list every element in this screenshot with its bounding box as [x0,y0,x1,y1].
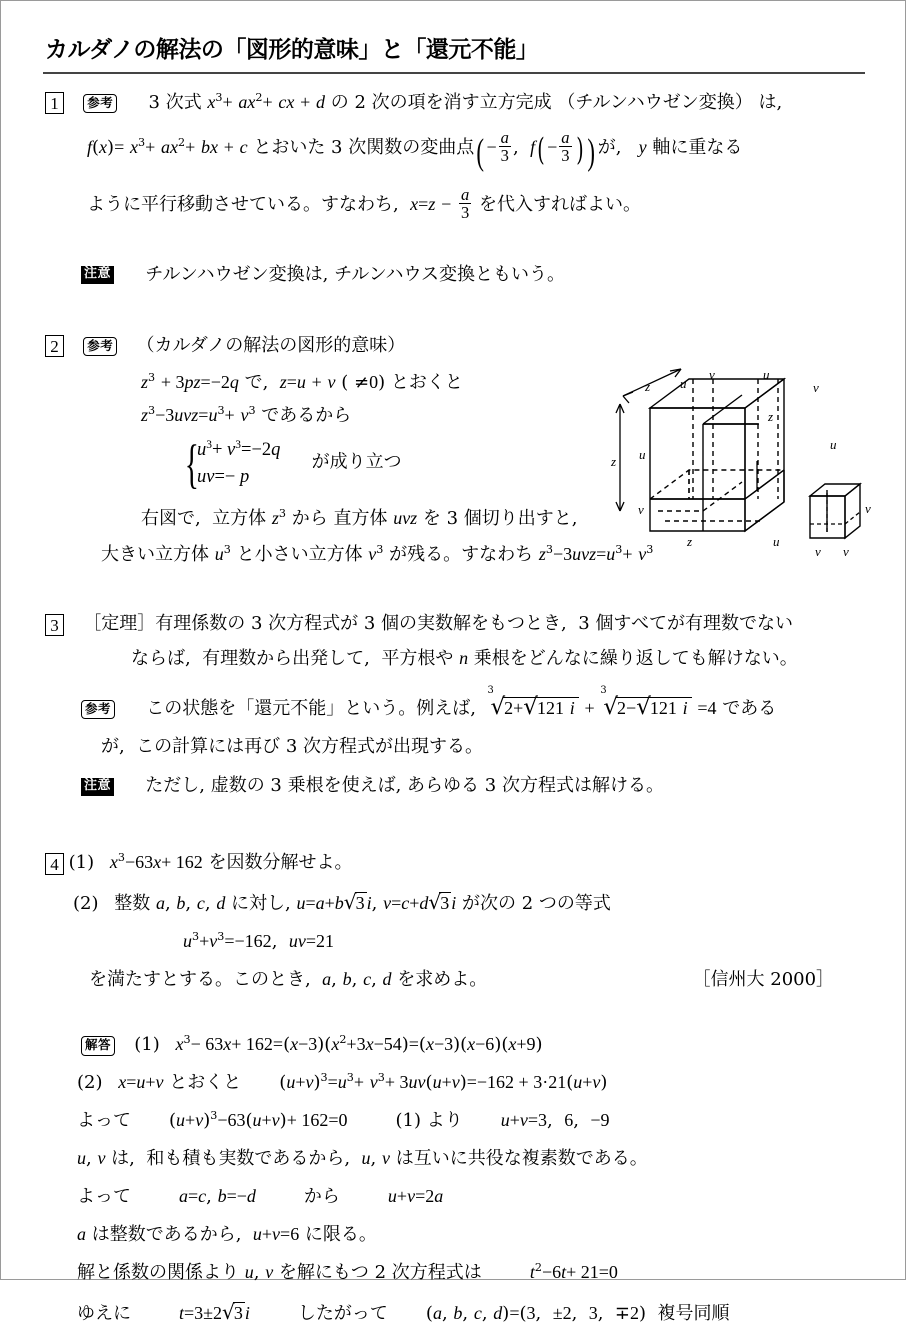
section-3-number: 3 [45,614,64,636]
figure-label-z-inner: z [768,409,774,424]
answer-line-4 [77,1144,871,1175]
equation-system [179,433,281,494]
section-2-eq-2: $z^3-3uvz=u^3+ v^3$ であるから [141,404,352,427]
figure-label-u-topleft: u [680,376,687,391]
figure-label-z-left: z [611,454,617,469]
answer-text-8: ゆえに t=3±2√3 i したがって (a, b, c, d)=(3, ±2, 3, ∓2) 複号同順 [77,1299,730,1324]
title-divider [43,72,865,74]
section-3-ref-text-2: が, この計算には再び 3 次方程式が出現する。 [101,736,484,758]
answer-line-1 [81,1030,871,1061]
section-3-theorem-label: ［定理］ [83,613,156,635]
section-2-text-1: 右図で, 立方体 $z^3$ から 直方体 uvz を 3 個切り出すと, [141,507,578,530]
section-3-ref-text-1: この状態を「還元不能」という。例えば, 3 √2+√121 i + 3 √2−√121 i =4 である [146,684,777,720]
system-eq-1: $u^3+ v^3=-2q$ [197,439,281,461]
section-4-number: 4 [45,853,64,875]
section-2-text-2: 大きい立方体 $u^3$ と小さい立方体 $v^3$ が残る。すなわち $z^3-3uvz=u^3+ v^3$ [101,543,654,566]
figure-label-v-smallright: v [865,501,871,516]
section-4-problem-3 [89,965,871,996]
section-1-line-3 [87,186,871,222]
section-3-note-text: ただし, 虚数の 3 乗根を使えば, あらゆる 3 次方程式は解ける。 [145,775,664,797]
figure-label-v-topright: v [813,380,819,395]
answer-line-8 [77,1296,871,1330]
section-3-ref-line-2 [101,732,871,763]
answer-text-5: よって a=c, b=−d から u+v=2a [77,1185,444,1207]
figure-label-z-top: z [645,379,651,394]
section-1-note-text: チルンハウゼン変換は, チルンハウス変換ともいう。 [145,263,565,285]
page-title: カルダノの解法の「図形的意味」と「還元不能」 [45,37,539,63]
answer-line-2 [77,1068,871,1099]
section-4-eq: $u^3+v^3=-162$, uv=21 [183,930,335,953]
system-eq-2: uv=− p [197,466,250,487]
section-1-line-2 [87,127,871,173]
answer-text-6: a は整数であるから, u+v=6 に限る。 [77,1223,377,1245]
answer-text-4: u, v は, 和も積も実数であるから, u, v は互いに共役な複素数である。 [77,1148,648,1170]
section-1-text-3: ように平行移動させている。すなわち, x=z − $\frac{a}{3}$ を代入すればよい。 [87,184,641,223]
section-1-text-1: 3 次式 $x^3+ ax^2+$ cx + d の 2 次の項を消す立方完成 （チルンハウゼン変換） は, [148,90,783,113]
badge-reference: 参考 [83,94,117,113]
section-4-source: ［信州大 2000］ [692,969,835,991]
badge-reference-2: 参考 [83,337,117,356]
section-3-text-2: ならば, 有理数から出発して, 平方根や n 乗根をどんなに繰り返しても解けない。 [131,648,798,669]
section-3-line-1 [45,609,871,640]
cube-decomposition-diagram [605,366,905,566]
answer-text-3: よって $(u+v)^3-63(u+v)+ 162=0$ (1) より u+v=3, 6, −9 [77,1109,610,1132]
section-2-eq-1: $z^3 + 3pz=-2q$ で, z=u + v ( ≠0) とおくと [141,371,463,394]
section-4-p1: (1) $x^3-63x+ 162$ を因数分解せよ。 [68,851,353,874]
figure-label-z-bottom: z [687,534,693,549]
section-4-equations [183,927,871,958]
figure-label-u-left: u [639,447,646,462]
figure-label-u-right: u [830,437,837,452]
section-3-ref-line-1 [81,684,871,726]
answer-text-2: (2) x=u+v とおくと $(u+v)^3=u^3+ v^3+ 3uv(u+v)=-162 + 3\cdot 21(u+v)$ [77,1071,608,1094]
page-content [43,37,871,1330]
cube-svg [605,366,905,566]
badge-answer: 解答 [81,1036,115,1055]
answer-text-7: 解と係数の関係より u, v を解にもつ 2 次方程式は $t^2-6t+ 21=0$ [77,1260,618,1283]
section-3-note [81,771,871,802]
figure-label-u-bottom: u [773,534,780,549]
figure-label-v-top: v [709,367,715,382]
badge-reference-3: 参考 [81,700,115,719]
figure-label-v-left: v [638,502,644,517]
section-2-number: 2 [45,335,64,357]
badge-note-3: 注意 [81,778,114,796]
section-4-p2: (2) 整数 a, b, c, d に対し, u=a+b√3 i, v=c+d√3 i が次の 2 つの等式 [73,890,611,915]
section-1-note [81,260,871,291]
figure-label-v-smallbl: v [815,544,821,559]
answer-text-1: (1) $x^3- 63x+ 162=(x-3)(x^2+3x-54)=(x-3)(x-6)(x+9)$ [134,1033,543,1056]
left-brace: { [184,433,199,494]
badge-note: 注意 [81,266,114,284]
section-1-number: 1 [45,92,64,114]
section-4-p3: を満たすとする。このとき, a, b, c, d を求めよ。 [89,969,488,991]
answer-line-6 [77,1220,871,1251]
figure-label-v-smallbr: v [843,544,849,559]
answer-line-3 [77,1106,871,1137]
section-4-problem-1 [45,848,871,879]
section-3-text-1: 有理係数の 3 次方程式が 3 個の実数解をもつとき, 3 個すべてが有理数でない [155,613,794,635]
figure-label-u-topmid: u [763,367,770,382]
answer-line-7 [77,1258,871,1289]
section-4-problem-2 [73,886,871,920]
section-1-text-2: $f(x)= x^3+ ax^2+$ bx + c とおいた 3 次関数の変曲点( − $\frac{a}{3}$ , f( − $\frac{a}{3}$ ) ) が, y 軸に重なる [87,127,743,173]
section-1-line-1 [45,88,871,119]
section-2-heading [45,331,871,362]
system-suffix: が成り立つ [311,452,402,473]
answer-line-5 [77,1182,871,1213]
section-3-line-2 [131,644,871,675]
section-2-heading-text: （カルダノの解法の図形的意味） [136,334,406,356]
